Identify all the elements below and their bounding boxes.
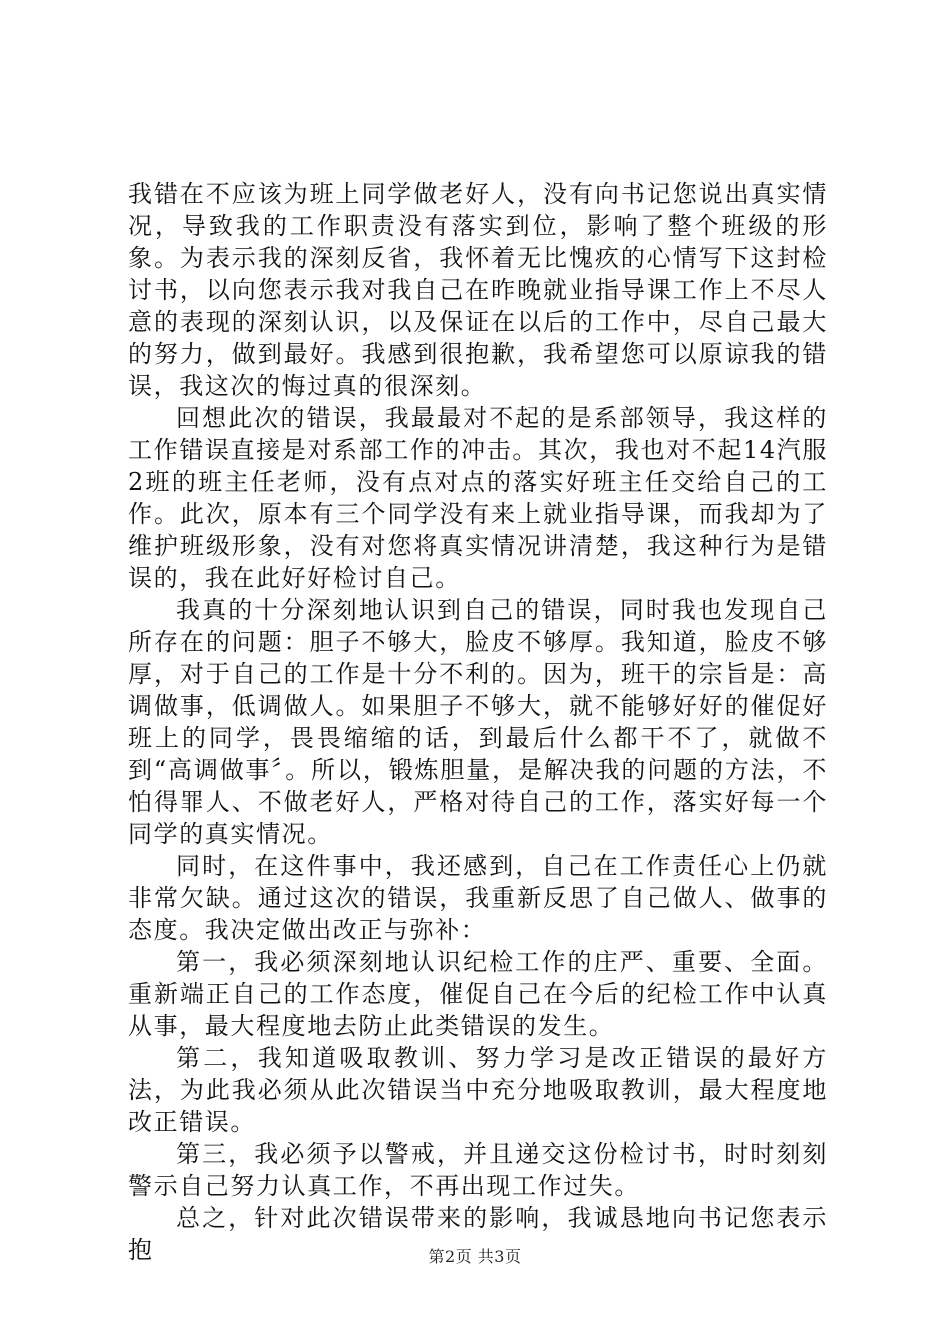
paragraph-6: 第二，我知道吸取教训、努力学习是改正错误的最好方法，为此我必须从此次错误当中充分地吸取教训，最大程度地改正错误。 <box>128 1044 828 1136</box>
paragraph-2: 回想此次的错误，我最最对不起的是系部领导，我这样的工作错误直接是对系部工作的冲击。其次，我也对不起14汽服2班的班主任老师，没有点对点的落实好班主任交给自己的工作。此次，原本有三个同学没有来上就业指导课，而我却为了维护班级形象，没有对您将真实情况讲清楚，我这种行为是错误的，我在此好好检讨自己。 <box>128 404 828 592</box>
paragraph-8: 总之，针对此次错误带来的影响，我诚恳地向书记您表示抱 <box>128 1204 828 1264</box>
paragraph-7: 第三，我必须予以警戒，并且递交这份检讨书，时时刻刻警示自己努力认真工作，不再出现工作过失。 <box>128 1140 828 1200</box>
paragraph-4: 同时，在这件事中，我还感到，自己在工作责任心上仍就非常欠缺。通过这次的错误，我重新反思了自己做人、做事的态度。我决定做出改正与弥补： <box>128 852 828 944</box>
document-body <box>128 178 828 1266</box>
paragraph-3: 我真的十分深刻地认识到自己的错误，同时我也发现自己所存在的问题：胆子不够大，脸皮不够厚。我知道，脸皮不够厚，对于自己的工作是十分不利的。因为，班干的宗旨是：高调做事，低调做人。如果胆子不够大，就不能够好好的催促好班上的同学，畏畏缩缩的话，到最后什么都干不了，就做不到“高调做事〞。所以，锻炼胆量，是解决我的问题的方法，不怕得罪人、不做老好人，严格对待自己的工作，落实好每一个同学的真实情况。 <box>128 596 828 848</box>
page-number-footer: 第2页 共3页 <box>428 1247 522 1266</box>
paragraph-5: 第一，我必须深刻地认识纪检工作的庄严、重要、全面。重新端正自己的工作态度，催促自己在今后的纪检工作中认真从事，最大程度地去防止此类错误的发生。 <box>128 948 828 1040</box>
paragraph-1: 我错在不应该为班上同学做老好人，没有向书记您说出真实情况，导致我的工作职责没有落实到位，影响了整个班级的形象。为表示我的深刻反省，我怀着无比愧疚的心情写下这封检讨书，以向您表示我对我自己在昨晚就业指导课工作上不尽人意的表现的深刻认识，以及保证在以后的工作中，尽自己最大的努力，做到最好。我感到很抱歉，我希望您可以原谅我的错误，我这次的悔过真的很深刻。 <box>128 180 828 400</box>
